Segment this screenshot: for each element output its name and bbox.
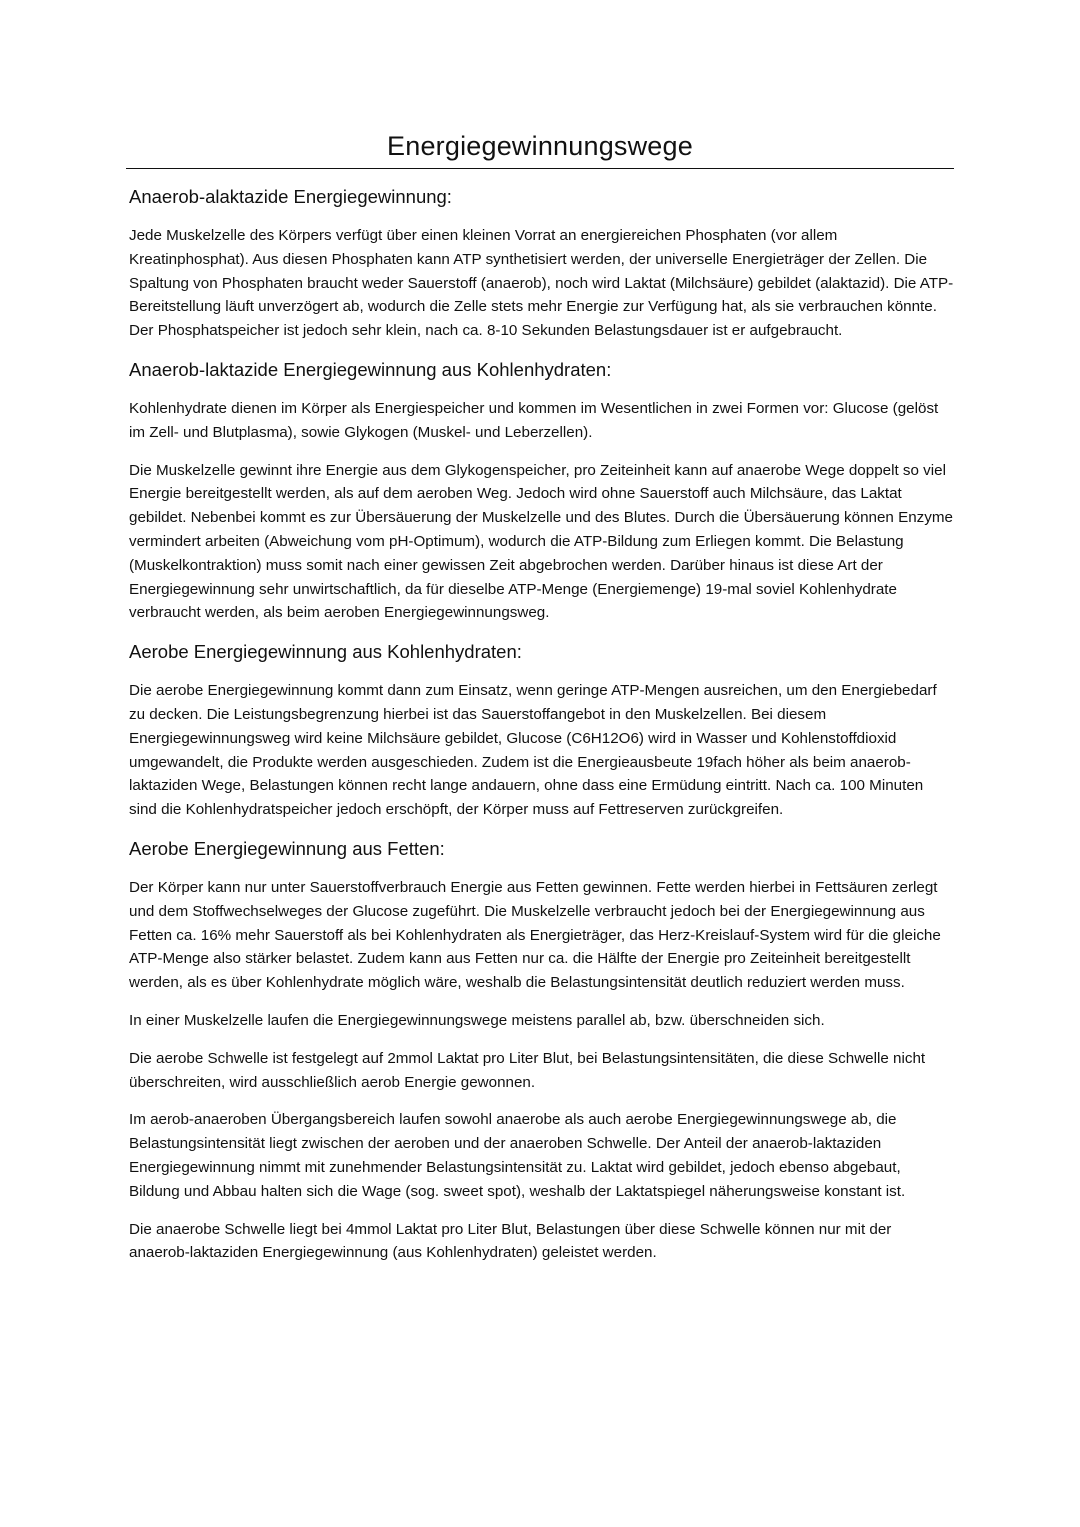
paragraph: Die aerobe Schwelle ist festgelegt auf 2mmol Laktat pro Liter Blut, bei Belastungsintensitäten, die diese Schwelle nicht überschreiten, wird ausschließlich aerob Energie gewonnen. (129, 1049, 926, 1091)
section-aerob-fette (129, 836, 955, 1265)
section-heading: Anaerob-alaktazide Energiegewinnung: (129, 186, 452, 207)
paragraph: Kohlenhydrate dienen im Körper als Energiespeicher und kommen im Wesentlichen in zwei Formen vor: Glucose (gelöst im Zell- und Blutplasma), sowie Glykogen (Muskel- und Leberzellen). (129, 399, 939, 441)
document-body (129, 184, 955, 1279)
section-aerob-kohlenhydrate (129, 639, 955, 822)
paragraph: Jede Muskelzelle des Körpers verfügt über einen kleinen Vorrat an energiereichen Phosphaten (vor allem Kreatinphosphat). Aus diesen Phosphaten kann ATP synthetisiert werden, der universelle Energieträger der Zellen. Die Spaltung von Phosphaten braucht weder Sauerstoff (anaerob), noch wird Laktat (Milchsäure) gebildet (alaktazid). Die ATP-Bereitstellung läuft unverzögert ab, wodurch die Zelle stets mehr Energie zur Verfügung hat, als sie verbrauchen könnte. Der Phosphatspeicher ist jedoch sehr klein, nach ca. 8-10 Sekunden Belastungsdauer ist er aufgebraucht. (129, 227, 954, 340)
paragraph: Die aerobe Energiegewinnung kommt dann zum Einsatz, wenn geringe ATP-Mengen ausreichen, um den Energiebedarf zu decken. Die Leistungsbegrenzung hierbei ist das Sauerstoffangebot in den Muskelzellen. Bei diesem Energiegewinnungsweg wird keine Milchsäure gebildet, Glucose (C6H12O6) wird in Wasser und Kohlenstoffdioxid umgewandelt, die Produkte werden ausgeschieden. Zudem ist die Energieausbeute 19fach höher als beim anaerob-laktaziden Wege, Belastungen können recht lange andauern, ohne dass eine Ermüdung eintritt. Nach ca. 100 Minuten sind die Kohlenhydratspeicher jedoch erschöpft, der Körper muss auf Fettreserven zurückgreifen. (129, 682, 937, 819)
paragraph: Im aerob-anaeroben Übergangsbereich laufen sowohl anaerobe als auch aerobe Energiegewinnungswege ab, die Belastungsintensität liegt zwischen der aeroben und der anaeroben Schwelle. Der Anteil der anaerob-laktaziden Energiegewinnung nimmt mit zunehmender Belastungsintensität zu. Laktat wird gebildet, jedoch ebenso abgebaut, Bildung und Abbau halten sich die Wage (sog. sweet spot), weshalb der Laktatspiegel näherungsweise konstant ist. (129, 1111, 906, 1200)
section-heading: Anaerob-laktazide Energiegewinnung aus Kohlenhydraten: (129, 358, 612, 380)
title-underline (126, 168, 954, 169)
section-heading: Aerobe Energiegewinnung aus Kohlenhydraten: (129, 641, 522, 663)
section-anaerob-laktazid (129, 357, 955, 625)
paragraph: Die anaerobe Schwelle liegt bei 4mmol Laktat pro Liter Blut, Belastungen über diese Schwelle können nur mit der anaerob-laktaziden Energiegewinnung (aus Kohlenhydraten) geleistet werden. (129, 1220, 892, 1262)
paragraph: In einer Muskelzelle laufen die Energiegewinnungswege meistens parallel ab, bzw. überschneiden sich. (129, 1011, 825, 1029)
paragraph: Der Körper kann nur unter Sauerstoffverbrauch Energie aus Fetten gewinnen. Fette werden hierbei in Fettsäuren zerlegt und dem Stoffwechselweges der Glucose zugeführt. Die Muskelzelle verbraucht jedoch bei der Energiegewinnung aus Fetten ca. 16% mehr Sauerstoff als bei Kohlenhydraten als Energieträger, das Herz-Kreislauf-System wird für die gleiche ATP-Menge also stärker belastet. Zudem kann aus Fetten nur ca. die Hälfte der Energie pro Zeiteinheit bereitgestellt werden, als es über Kohlenhydrate möglich wäre, weshalb die Belastungsintensität deutlich reduziert werden muss. (129, 878, 941, 992)
paragraph: Die Muskelzelle gewinnt ihre Energie aus dem Glykogenspeicher, pro Zeiteinheit kann auf anaerobe Wege doppelt so viel Energie bereitgestellt werden, als auf dem aeroben Weg. Jedoch wird ohne Sauerstoff auch Milchsäure, das Laktat gebildet. Nebenbei kommt es zur Übersäuerung der Muskelzelle und des Blutes. Durch die Übersäuerung können Enzyme vermindert arbeiten (Abweichung vom pH-Optimum), wodurch die ATP-Bildung zum Erliegen kommt. Die Belastung (Muskelkontraktion) muss somit nach einer gewissen Zeit abgebrochen werden. Darüber hinaus ist diese Art der Energiegewinnung sehr unwirtschaftlich, da für dieselbe ATP-Menge (Energiemenge) 19-mal soviel Kohlenhydrate verbraucht werden, als beim aeroben Energiegewinnungsweg. (129, 461, 953, 622)
page-title: Energiegewinnungswege (387, 131, 693, 161)
section-anaerob-alaktazid (129, 184, 955, 343)
section-heading: Aerobe Energiegewinnung aus Fetten: (129, 837, 445, 859)
